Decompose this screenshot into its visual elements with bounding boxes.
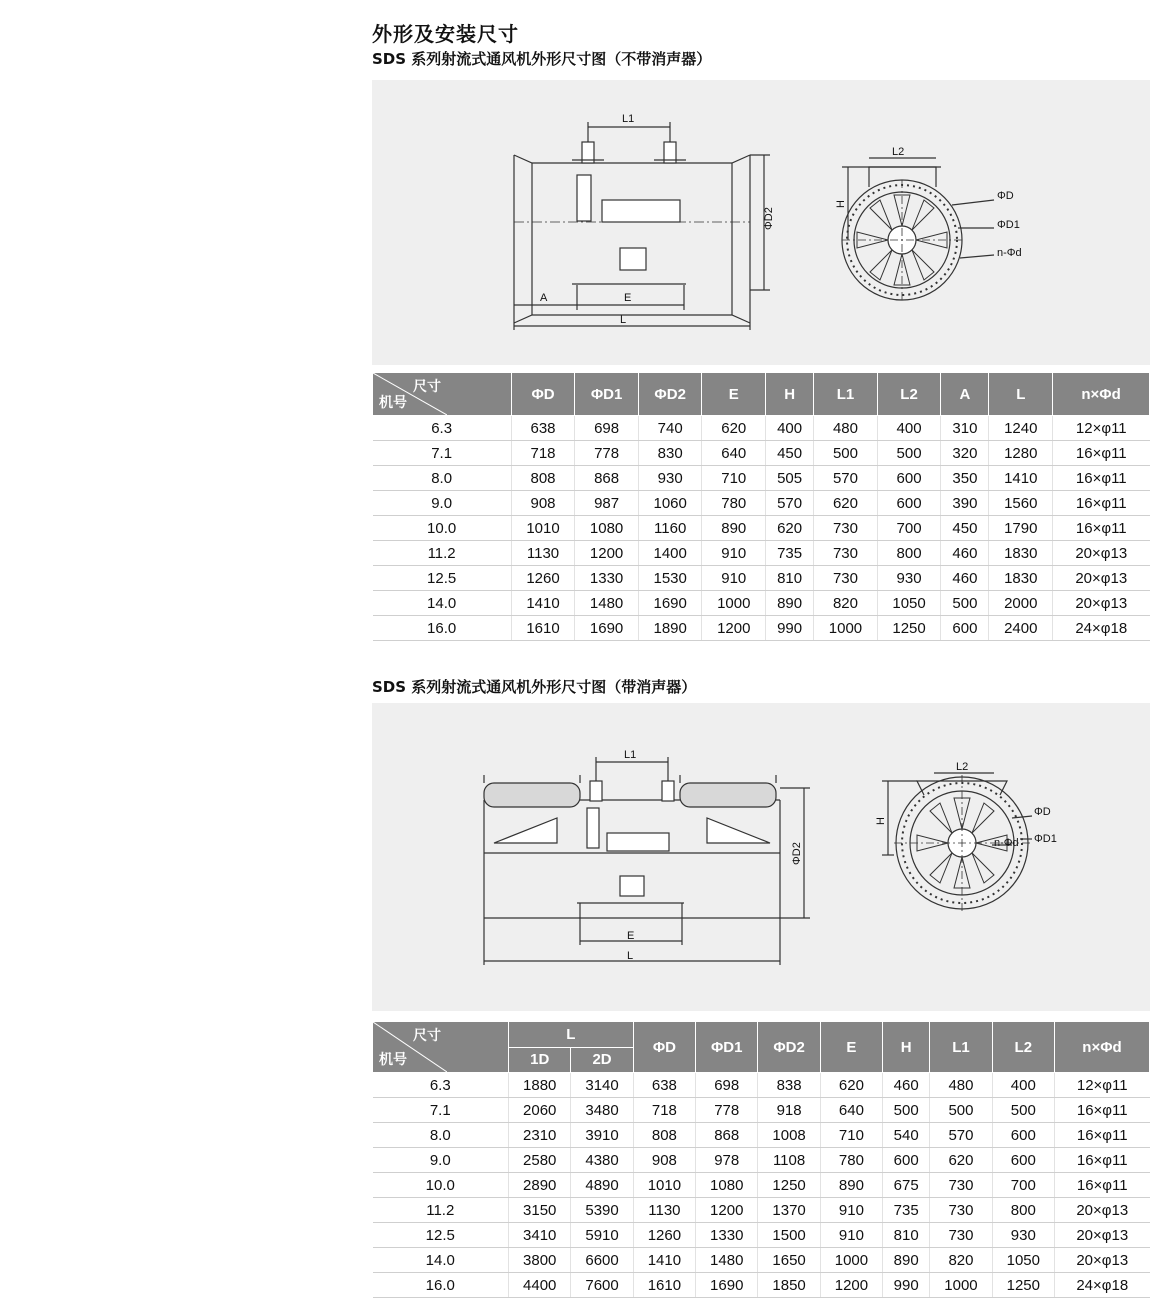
table-cell: 16×φ11 (1053, 491, 1150, 516)
table-cell: 12×φ11 (1054, 1073, 1149, 1098)
label-phiD: ΦD (997, 190, 1014, 202)
table-row (373, 416, 1150, 441)
table-cell: 1000 (930, 1273, 992, 1298)
table-cell: 540 (883, 1123, 930, 1148)
table-cell: 1650 (758, 1248, 820, 1273)
table-cell: 810 (883, 1223, 930, 1248)
table-cell: 24×φ18 (1054, 1273, 1149, 1298)
label-L: L (627, 950, 634, 962)
label-phiD1: ΦD1 (1034, 833, 1057, 845)
table-cell: 1060 (638, 491, 702, 516)
table-cell: 890 (702, 516, 766, 541)
label-E: E (627, 930, 635, 942)
col-header: ΦD (633, 1022, 695, 1073)
table-row (373, 1098, 1150, 1123)
table-cell: 698 (696, 1073, 758, 1098)
table-row (373, 1148, 1150, 1173)
table-cell: 480 (930, 1073, 992, 1098)
table-cell: 450 (941, 516, 989, 541)
table-cell: 800 (877, 541, 941, 566)
col-header: L1 (930, 1022, 992, 1073)
table-cell: 20×φ13 (1053, 541, 1150, 566)
table-cell: 16×φ11 (1054, 1148, 1149, 1173)
table-body (373, 1073, 1150, 1298)
table-cell: 450 (766, 441, 814, 466)
col-header: L2 (992, 1022, 1054, 1073)
table-cell: 1010 (633, 1173, 695, 1198)
table-cell: 1250 (992, 1273, 1054, 1298)
table-cell: 780 (820, 1148, 882, 1173)
table-cell: 5910 (571, 1223, 633, 1248)
table-cell: 4400 (509, 1273, 571, 1298)
table-cell: 735 (766, 541, 814, 566)
table-cell: 2310 (509, 1123, 571, 1148)
table-cell: 1010 (511, 516, 575, 541)
model-number-cell: 12.5 (373, 566, 512, 591)
table-cell: 600 (992, 1148, 1054, 1173)
table-cell: 3910 (571, 1123, 633, 1148)
table-cell: 600 (877, 466, 941, 491)
table-row (373, 1198, 1150, 1223)
model-number-cell: 11.2 (373, 1198, 509, 1223)
table-cell: 908 (511, 491, 575, 516)
fan-drawing-svg (372, 80, 1150, 365)
model-number-cell: 14.0 (373, 591, 512, 616)
table-cell: 910 (820, 1223, 882, 1248)
table-cell: 718 (633, 1098, 695, 1123)
col-header: ΦD1 (575, 373, 639, 416)
table-cell: 1560 (989, 491, 1053, 516)
model-number-cell: 10.0 (373, 1173, 509, 1198)
table-cell: 1690 (575, 616, 639, 641)
col-header: ΦD (511, 373, 575, 416)
table-row (373, 1173, 1150, 1198)
table-cell: 1410 (989, 466, 1053, 491)
table-cell: 1690 (638, 591, 702, 616)
label-L2: L2 (956, 761, 969, 773)
col-header: ΦD2 (638, 373, 702, 416)
table-cell: 570 (766, 491, 814, 516)
table-cell: 570 (930, 1123, 992, 1148)
table-cell: 400 (766, 416, 814, 441)
corner-bottom-label: 机号 (379, 394, 407, 410)
table-row (373, 441, 1150, 466)
model-number-cell: 7.1 (373, 1098, 509, 1123)
table-cell: 1200 (575, 541, 639, 566)
table-cell: 620 (814, 491, 878, 516)
table-cell: 730 (930, 1173, 992, 1198)
label-L1: L1 (622, 113, 635, 125)
label-L2: L2 (892, 146, 905, 158)
label-H: H (835, 200, 847, 208)
table-cell: 505 (766, 466, 814, 491)
table-cell: 700 (877, 516, 941, 541)
table-cell: 7600 (571, 1273, 633, 1298)
table-cell: 1200 (820, 1273, 882, 1298)
table-cell: 16×φ11 (1053, 441, 1150, 466)
table-cell: 400 (992, 1073, 1054, 1098)
table-cell: 735 (883, 1198, 930, 1223)
table-cell: 820 (930, 1248, 992, 1273)
table-cell: 400 (877, 416, 941, 441)
table-cell: 1080 (696, 1173, 758, 1198)
label-H: H (875, 817, 887, 825)
table-cell: 2000 (989, 591, 1053, 616)
table-cell: 978 (696, 1148, 758, 1173)
table-cell: 710 (702, 466, 766, 491)
table-cell: 1480 (575, 591, 639, 616)
table-cell: 1080 (575, 516, 639, 541)
table-cell: 710 (820, 1123, 882, 1148)
table-cell: 1000 (702, 591, 766, 616)
table-cell: 500 (930, 1098, 992, 1123)
model-number-cell: 11.2 (373, 541, 512, 566)
table-cell: 808 (633, 1123, 695, 1148)
model-number-cell: 12.5 (373, 1223, 509, 1248)
table-cell: 600 (941, 616, 989, 641)
table-cell: 16×φ11 (1054, 1123, 1149, 1148)
table-cell: 638 (633, 1073, 695, 1098)
corner-header (373, 373, 512, 416)
table-cell: 4890 (571, 1173, 633, 1198)
table-cell: 640 (820, 1098, 882, 1123)
table-cell: 620 (766, 516, 814, 541)
table-cell: 1480 (696, 1248, 758, 1273)
table-row (373, 541, 1150, 566)
table-cell: 910 (820, 1198, 882, 1223)
table-cell: 698 (575, 416, 639, 441)
table-row (373, 616, 1150, 641)
table-cell: 3410 (509, 1223, 571, 1248)
table-cell: 730 (814, 541, 878, 566)
table-cell: 600 (883, 1148, 930, 1173)
label-nphid: n-Φd (994, 837, 1019, 849)
table-cell: 730 (930, 1198, 992, 1223)
table-cell: 638 (511, 416, 575, 441)
table-cell: 987 (575, 491, 639, 516)
table-cell: 700 (992, 1173, 1054, 1198)
table-cell: 838 (758, 1073, 820, 1098)
table-cell: 500 (941, 591, 989, 616)
table-row (373, 516, 1150, 541)
model-number-cell: 10.0 (373, 516, 512, 541)
table-cell: 2890 (509, 1173, 571, 1198)
table-cell: 620 (930, 1148, 992, 1173)
table-cell: 1108 (758, 1148, 820, 1173)
table-cell: 20×φ13 (1053, 591, 1150, 616)
col-header: E (702, 373, 766, 416)
table-cell: 1260 (511, 566, 575, 591)
table-cell: 16×φ11 (1054, 1173, 1149, 1198)
model-number-cell: 14.0 (373, 1248, 509, 1273)
table-row (373, 1123, 1150, 1148)
table-cell: 500 (883, 1098, 930, 1123)
table-cell: 990 (883, 1273, 930, 1298)
model-number-cell: 9.0 (373, 491, 512, 516)
table-cell: 990 (766, 616, 814, 641)
table-cell: 890 (820, 1173, 882, 1198)
col-header: L2 (877, 373, 941, 416)
table-cell: 778 (575, 441, 639, 466)
table-cell: 1410 (511, 591, 575, 616)
table-cell: 500 (877, 441, 941, 466)
table-cell: 718 (511, 441, 575, 466)
col-header: H (766, 373, 814, 416)
table-cell: 1280 (989, 441, 1053, 466)
table-cell: 800 (992, 1198, 1054, 1223)
table-row (373, 1273, 1150, 1298)
table-cell: 740 (638, 416, 702, 441)
table-cell: 3480 (571, 1098, 633, 1123)
label-phiD2: ΦD2 (791, 842, 803, 865)
table-cell: 1890 (638, 616, 702, 641)
table-cell: 730 (814, 516, 878, 541)
table-cell: 460 (941, 541, 989, 566)
page-heading: 外形及安装尺寸 (372, 22, 519, 46)
group-header-L: L (509, 1022, 634, 1048)
table-row (373, 466, 1150, 491)
table-cell: 910 (702, 541, 766, 566)
table-cell: 600 (877, 491, 941, 516)
table-cell: 20×φ13 (1054, 1248, 1149, 1273)
col-header: ΦD1 (696, 1022, 758, 1073)
table-cell: 820 (814, 591, 878, 616)
table-cell: 1160 (638, 516, 702, 541)
table-cell: 20×φ13 (1053, 566, 1150, 591)
table-cell: 930 (638, 466, 702, 491)
table-cell: 1410 (633, 1248, 695, 1273)
model-number-cell: 6.3 (373, 416, 512, 441)
col-header: n×Φd (1053, 373, 1150, 416)
label-nphid: n-Φd (997, 247, 1022, 259)
table-cell: 20×φ13 (1054, 1198, 1149, 1223)
table-row (373, 1248, 1150, 1273)
table-cell: 868 (696, 1123, 758, 1148)
table-row (373, 566, 1150, 591)
table-cell: 1830 (989, 566, 1053, 591)
corner-top-label: 尺寸 (413, 378, 441, 394)
model-number-cell: 8.0 (373, 466, 512, 491)
table-cell: 1240 (989, 416, 1053, 441)
table-cell: 1830 (989, 541, 1053, 566)
table-cell: 310 (941, 416, 989, 441)
table-cell: 1370 (758, 1198, 820, 1223)
table-cell: 930 (992, 1223, 1054, 1248)
table-cell: 830 (638, 441, 702, 466)
table-cell: 1790 (989, 516, 1053, 541)
table-row (373, 591, 1150, 616)
table-cell: 730 (930, 1223, 992, 1248)
table-cell: 20×φ13 (1054, 1223, 1149, 1248)
col-header: L (989, 373, 1053, 416)
table-cell: 640 (702, 441, 766, 466)
table-cell: 1260 (633, 1223, 695, 1248)
fan-drawing-with-silencer (372, 703, 1150, 1011)
table-cell: 1130 (633, 1198, 695, 1223)
table-cell: 908 (633, 1148, 695, 1173)
corner-bottom-label: 机号 (379, 1051, 407, 1067)
label-A: A (540, 292, 548, 304)
table-cell: 2580 (509, 1148, 571, 1173)
table-cell: 868 (575, 466, 639, 491)
sub-header-1D: 1D (509, 1047, 571, 1073)
table-cell: 6600 (571, 1248, 633, 1273)
table-cell: 1610 (511, 616, 575, 641)
col-header: A (941, 373, 989, 416)
table-cell: 810 (766, 566, 814, 591)
fan-drawing-no-silencer (372, 80, 1150, 365)
table-cell: 24×φ18 (1053, 616, 1150, 641)
table-cell: 5390 (571, 1198, 633, 1223)
table-cell: 1000 (814, 616, 878, 641)
model-number-cell: 9.0 (373, 1148, 509, 1173)
table-cell: 1610 (633, 1273, 695, 1298)
table-body (373, 416, 1150, 641)
col-header: ΦD2 (758, 1022, 820, 1073)
spec-table-with-silencer (372, 1021, 1150, 1298)
table-row (373, 491, 1150, 516)
table-cell: 730 (814, 566, 878, 591)
col-header: n×Φd (1054, 1022, 1149, 1073)
label-L1: L1 (624, 749, 637, 761)
table-cell: 1330 (696, 1223, 758, 1248)
col-header: H (883, 1022, 930, 1073)
table-cell: 1690 (696, 1273, 758, 1298)
table-cell: 320 (941, 441, 989, 466)
sub-header-2D: 2D (571, 1047, 633, 1073)
label-L: L (620, 314, 627, 326)
table-cell: 1400 (638, 541, 702, 566)
corner-top-label: 尺寸 (413, 1027, 441, 1043)
table-cell: 1880 (509, 1073, 571, 1098)
table-cell: 500 (814, 441, 878, 466)
section1-subtitle: SDS 系列射流式通风机外形尺寸图（不带消声器） (372, 50, 712, 68)
table-cell: 500 (992, 1098, 1054, 1123)
label-phiD1: ΦD1 (997, 219, 1020, 231)
table-cell: 4380 (571, 1148, 633, 1173)
table-cell: 2400 (989, 616, 1053, 641)
table-cell: 1330 (575, 566, 639, 591)
table-cell: 460 (883, 1073, 930, 1098)
table-cell: 350 (941, 466, 989, 491)
table-cell: 808 (511, 466, 575, 491)
col-header: L1 (814, 373, 878, 416)
table-cell: 1530 (638, 566, 702, 591)
table-cell: 1050 (992, 1248, 1054, 1273)
model-number-cell: 6.3 (373, 1073, 509, 1098)
table-cell: 1500 (758, 1223, 820, 1248)
table-cell: 780 (702, 491, 766, 516)
label-phiD2: ΦD2 (763, 207, 775, 230)
model-number-cell: 16.0 (373, 616, 512, 641)
label-E: E (624, 292, 632, 304)
table-cell: 778 (696, 1098, 758, 1123)
table-cell: 460 (941, 566, 989, 591)
table-cell: 390 (941, 491, 989, 516)
table-cell: 1250 (877, 616, 941, 641)
table-cell: 1850 (758, 1273, 820, 1298)
section2-subtitle: SDS 系列射流式通风机外形尺寸图（带消声器） (372, 678, 697, 696)
table-row (373, 1223, 1150, 1248)
table-cell: 620 (820, 1073, 882, 1098)
table-cell: 16×φ11 (1054, 1098, 1149, 1123)
table-cell: 1250 (758, 1173, 820, 1198)
table-cell: 3150 (509, 1198, 571, 1223)
table-cell: 890 (883, 1248, 930, 1273)
table-cell: 1130 (511, 541, 575, 566)
table-cell: 918 (758, 1098, 820, 1123)
spec-table-no-silencer (372, 372, 1150, 641)
table-row (373, 1073, 1150, 1098)
table-cell: 480 (814, 416, 878, 441)
label-phiD: ΦD (1034, 806, 1051, 818)
fan-drawing-svg (372, 703, 1150, 1011)
table-cell: 890 (766, 591, 814, 616)
model-number-cell: 7.1 (373, 441, 512, 466)
table-cell: 3800 (509, 1248, 571, 1273)
table-cell: 1050 (877, 591, 941, 616)
model-number-cell: 16.0 (373, 1273, 509, 1298)
table-cell: 1200 (696, 1198, 758, 1223)
table-cell: 600 (992, 1123, 1054, 1148)
table-cell: 2060 (509, 1098, 571, 1123)
col-header: E (820, 1022, 882, 1073)
corner-header (373, 1022, 509, 1073)
table-cell: 12×φ11 (1053, 416, 1150, 441)
table-cell: 675 (883, 1173, 930, 1198)
table-cell: 3140 (571, 1073, 633, 1098)
table-cell: 1000 (820, 1248, 882, 1273)
table-cell: 570 (814, 466, 878, 491)
table-cell: 620 (702, 416, 766, 441)
table-cell: 1008 (758, 1123, 820, 1148)
table-cell: 910 (702, 566, 766, 591)
table-cell: 16×φ11 (1053, 466, 1150, 491)
table-cell: 16×φ11 (1053, 516, 1150, 541)
table-cell: 930 (877, 566, 941, 591)
model-number-cell: 8.0 (373, 1123, 509, 1148)
table-cell: 1200 (702, 616, 766, 641)
